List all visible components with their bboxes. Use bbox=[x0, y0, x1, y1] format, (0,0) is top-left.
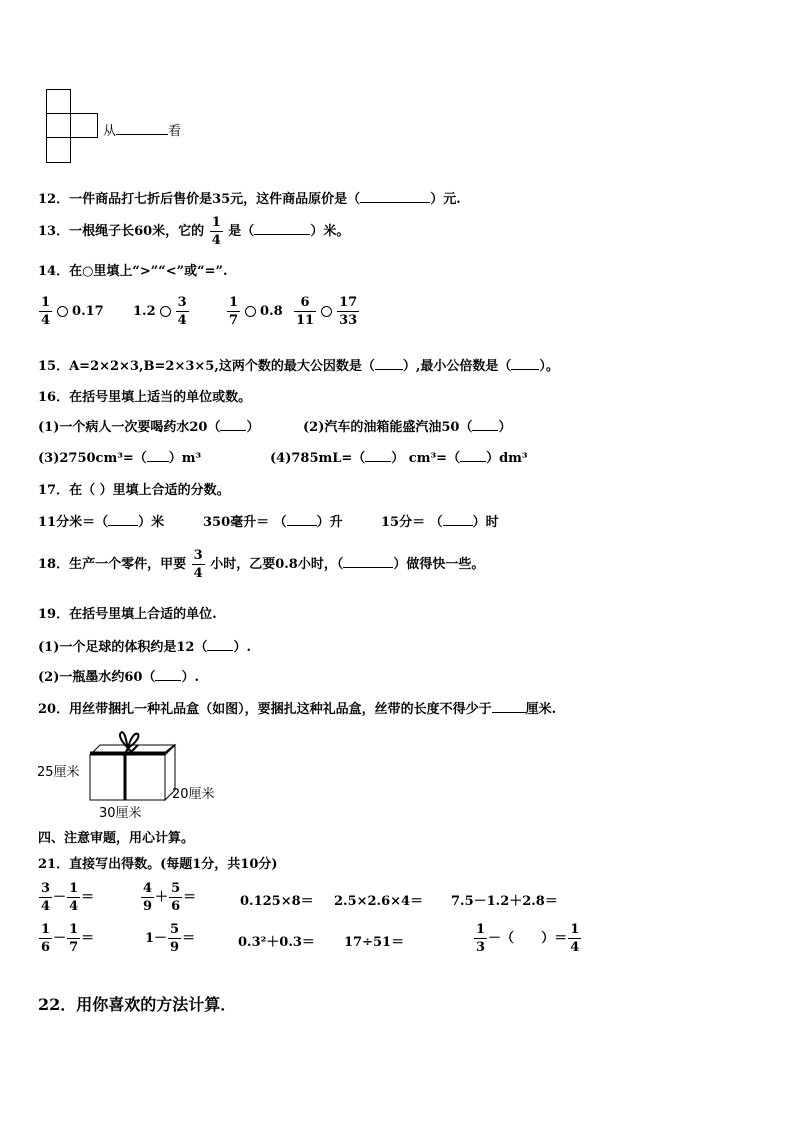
calc-7: 1－ $\frac{5}{9}$ ＝ bbox=[145, 922, 196, 955]
q17-part-b: 350毫升＝ （ ）升 bbox=[203, 515, 343, 530]
q16-part-1: (1)一个病人一次要喝药水20（ ） bbox=[38, 420, 260, 435]
compare-item-4: $\frac{6}{11}$ $\frac{17}{33}$ bbox=[296, 295, 358, 328]
answer-blank[interactable] bbox=[287, 525, 317, 526]
answer-blank[interactable] bbox=[220, 430, 246, 431]
calc-6: $\frac{1}{6}$ － $\frac{1}{7}$ ＝ bbox=[41, 922, 95, 955]
answer-blank[interactable] bbox=[155, 680, 181, 681]
answer-blank[interactable] bbox=[375, 369, 403, 370]
question-17: 17．在（ ）里填上合适的分数。 bbox=[38, 483, 230, 498]
compare-circle[interactable] bbox=[160, 306, 171, 317]
answer-blank[interactable] bbox=[147, 461, 169, 462]
fraction: $\frac{1}{4}$ bbox=[211, 215, 221, 248]
q16-part-3: (3)2750cm³=（ ）m³ bbox=[38, 451, 202, 466]
question-16: 16．在括号里填上适当的单位或数。 bbox=[38, 390, 252, 405]
q16-part-4: (4)785mL=（ ） cm³=（ ）dm³ bbox=[270, 451, 528, 466]
question-21: 21．直接写出得数。(每题1分，共10分) bbox=[38, 857, 278, 872]
view-label: 从 看 bbox=[103, 124, 182, 139]
answer-blank[interactable] bbox=[254, 234, 310, 235]
q17-part-a: 11分米＝（ ）米 bbox=[38, 515, 165, 530]
question-19: 19．在括号里填上合适的单位. bbox=[38, 607, 217, 622]
question-12: 12．一件商品打七折后售价是35元，这件商品原价是（ ）元. bbox=[38, 192, 461, 207]
answer-blank[interactable] bbox=[492, 712, 526, 713]
compare-circle[interactable] bbox=[321, 306, 332, 317]
calc-9: 17÷51＝ bbox=[344, 935, 405, 950]
q19-part-1: (1)一个足球的体积约是12（ ）. bbox=[38, 640, 251, 655]
answer-blank[interactable] bbox=[365, 461, 391, 462]
answer-blank[interactable] bbox=[460, 461, 486, 462]
compare-circle[interactable] bbox=[245, 306, 256, 317]
calc-3: 0.125×8＝ bbox=[240, 894, 314, 909]
compare-item-1: $\frac{1}{4}$ 0.17 bbox=[41, 295, 104, 328]
compare-item-2: 1.2 $\frac{3}{4}$ bbox=[133, 295, 187, 328]
calc-1: $\frac{3}{4}$ － $\frac{1}{4}$ ＝ bbox=[41, 881, 95, 914]
q19-part-2: (2)一瓶墨水约60（ ）. bbox=[38, 670, 199, 685]
box-height-label: 25厘米 bbox=[37, 765, 80, 780]
answer-blank[interactable] bbox=[343, 567, 393, 568]
section-heading: 四、注意审题，用心计算。 bbox=[38, 831, 195, 846]
answer-blank[interactable] bbox=[116, 134, 168, 135]
answer-blank[interactable] bbox=[443, 525, 473, 526]
answer-blank[interactable] bbox=[360, 202, 430, 203]
calc-2: $\frac{4}{9}$ ＋ $\frac{5}{6}$ ＝ bbox=[143, 881, 197, 914]
question-15: 15．A=2×2×3,B=2×3×5,这两个数的最大公因数是（ ）,最小公倍数是（ ）。 bbox=[38, 359, 559, 374]
answer-blank[interactable] bbox=[472, 430, 498, 431]
q17-part-c: 15分＝ （ ）时 bbox=[381, 515, 499, 530]
question-13: 13．一根绳子长60米，它的 $\frac{1}{4}$ 是（ ）米。 bbox=[38, 215, 350, 248]
question-14: 14．在○里填上“>”“<”或“=”. bbox=[38, 264, 228, 279]
question-22: 22．用你喜欢的方法计算． bbox=[38, 995, 237, 1014]
question-18: 18．生产一个零件，甲要 $\frac{3}{4}$ 小时，乙要0.8小时，（ ）做得快一些。 bbox=[38, 548, 485, 581]
answer-blank[interactable] bbox=[108, 525, 138, 526]
answer-blank[interactable] bbox=[207, 650, 233, 651]
calc-8: 0.3²＋0.3＝ bbox=[238, 935, 315, 950]
box-depth-label: 20厘米 bbox=[172, 787, 215, 802]
q16-part-2: (2)汽车的油箱能盛汽油50（ ） bbox=[303, 420, 512, 435]
answer-blank[interactable] bbox=[511, 369, 539, 370]
question-20: 20．用丝带捆扎一种礼品盒（如图），要捆扎这种礼品盒，丝带的长度不得少于 厘米. bbox=[38, 702, 557, 717]
calc-4: 2.5×2.6×4＝ bbox=[334, 894, 424, 909]
calc-10: $\frac{1}{3}$ －（ ）＝ $\frac{1}{4}$ bbox=[476, 922, 580, 955]
box-width-label: 30厘米 bbox=[99, 806, 142, 821]
calc-5: 7.5－1.2＋2.8＝ bbox=[451, 894, 558, 909]
compare-item-3: $\frac{1}{7}$ 0.8 bbox=[229, 295, 283, 328]
compare-circle[interactable] bbox=[57, 306, 68, 317]
